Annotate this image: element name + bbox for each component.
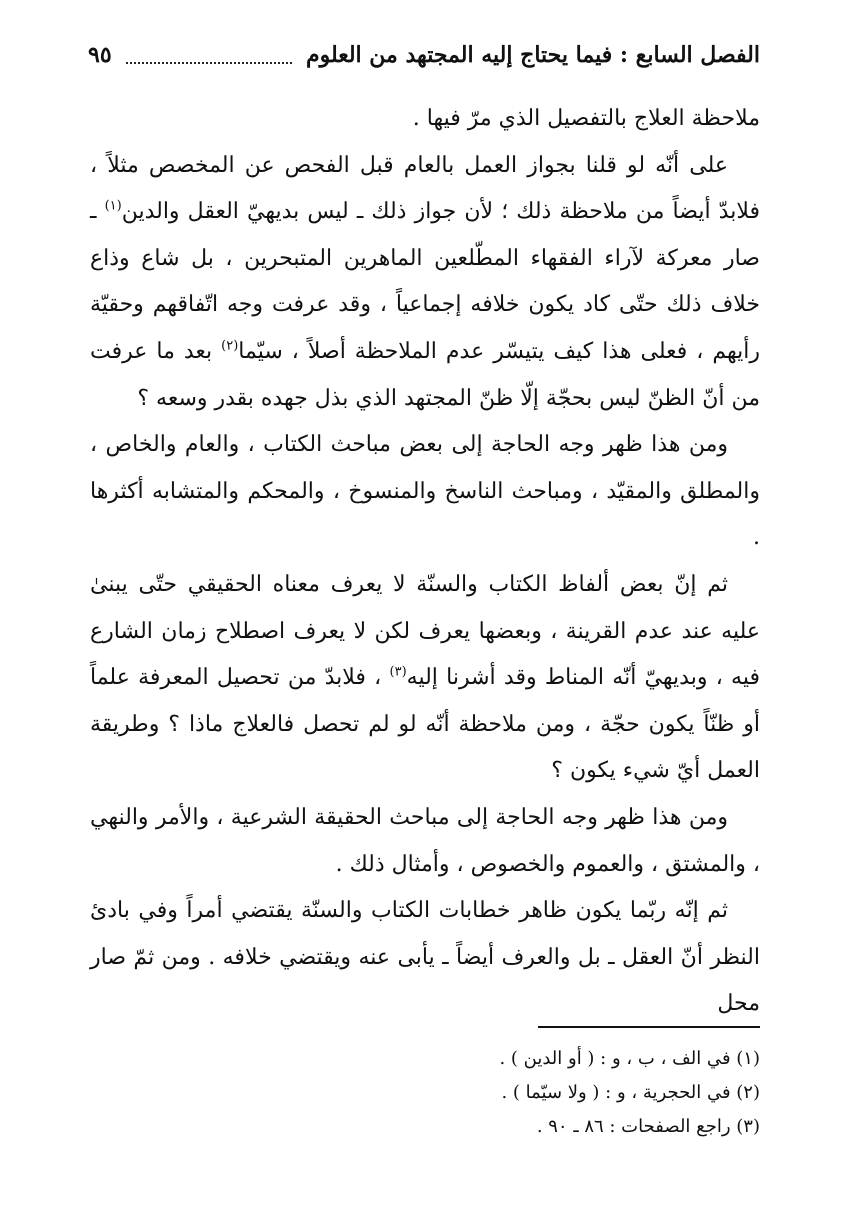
chapter-title: الفصل السابع : فيما يحتاج إليه المجتهد من العلوم: [305, 42, 760, 68]
paragraph: ومن هذا ظهر وجه الحاجة إلى بعض مباحث الكتاب ، والعام والخاص ، والمطلق والمقيّد ، ومباحث الناسخ والمنسوخ ، والمحكم والمتشابه أكثرها .: [90, 432, 760, 551]
footnote-marker[interactable]: (١): [104, 198, 122, 214]
footnote: (١) في الف ، ب ، و : ( أو الدين ) .: [499, 1048, 760, 1069]
dot-leader: [126, 62, 292, 64]
paragraph: ملاحظة العلاج بالتفصيل الذي مرّ فيها .: [412, 106, 760, 131]
paragraph-text: ، فلابدّ من تحصيل المعرفة علماً أو ظنّاً يكون حجّة ، ومن ملاحظة أنّه لو لم تحصل فالعلاج ماذا ؟ وطريقة العمل أيّ شيء يكون ؟: [90, 665, 760, 784]
paragraph: ومن هذا ظهر وجه الحاجة إلى مباحث الحقيقة الشرعية ، والأمر والنهي ، والمشتق ، والعموم والخصوص ، وأمثال ذلك .: [90, 804, 760, 877]
body-text: [90, 96, 760, 1028]
paragraph: ثم إنّه ربّما يكون ظاهر خطابات الكتاب والسنّة يقتضي أمراً وفي بادئ النظر أنّ العقل ـ بل والعرف أيضاً ـ يأبى عنه ويقتضي خلافه . ومن ثمّ صار محل: [90, 898, 760, 1017]
paragraph-text: بعد ما عرفت من أنّ الظنّ ليس بحجّة إلّا ظنّ المجتهد الذي بذل جهده بقدر وسعه ؟: [90, 338, 760, 411]
footnote: (٢) في الحجرية ، و : ( ولا سيّما ) .: [501, 1082, 760, 1103]
paragraph-text: على أنّه لو قلنا بجواز العمل بالعام قبل الفحص عن المخصص مثلاً ، فلابدّ أيضاً من ملاحظة ذلك ؛ لأن جواز ذلك ـ ليس بديهيّ العقل والدين: [90, 152, 760, 225]
footnotes: [90, 1042, 760, 1144]
paragraph-text: ـ صار معركة لآراء الفقهاء المطّلعين الماهرين المتبحرين ، بل شاع وذاع خلاف ذلك حتّى كاد يكون خلافه إجماعياً ، وقد عرفت وجه اتّفاقهم وحقيّة رأيهم ، فعلى هذا كيف يتيسّر عدم الملاحظة أصلاً ، سيّما: [90, 199, 760, 364]
page-number: ٩٥: [88, 42, 112, 68]
footnote-marker[interactable]: (٣): [389, 664, 407, 680]
paragraph: [90, 562, 760, 795]
footnote-marker[interactable]: (٢): [221, 338, 239, 354]
footnote: (٣) راجع الصفحات : ٨٦ ـ ٩٠ .: [536, 1116, 760, 1137]
footnote-separator: [538, 1026, 760, 1028]
paragraph: [90, 143, 760, 423]
paragraph-text: ثم إنّ بعض ألفاظ الكتاب والسنّة لا يعرف معناه الحقيقي حتّى يبنىٰ عليه عند عدم القرينة ، وبعضها يعرف لكن لا يعرف اصطلاح زمان الشارع فيه ، وبديهيّ أنّه المناط وقد أشرنا إليه: [90, 571, 760, 691]
running-header: [88, 28, 760, 68]
